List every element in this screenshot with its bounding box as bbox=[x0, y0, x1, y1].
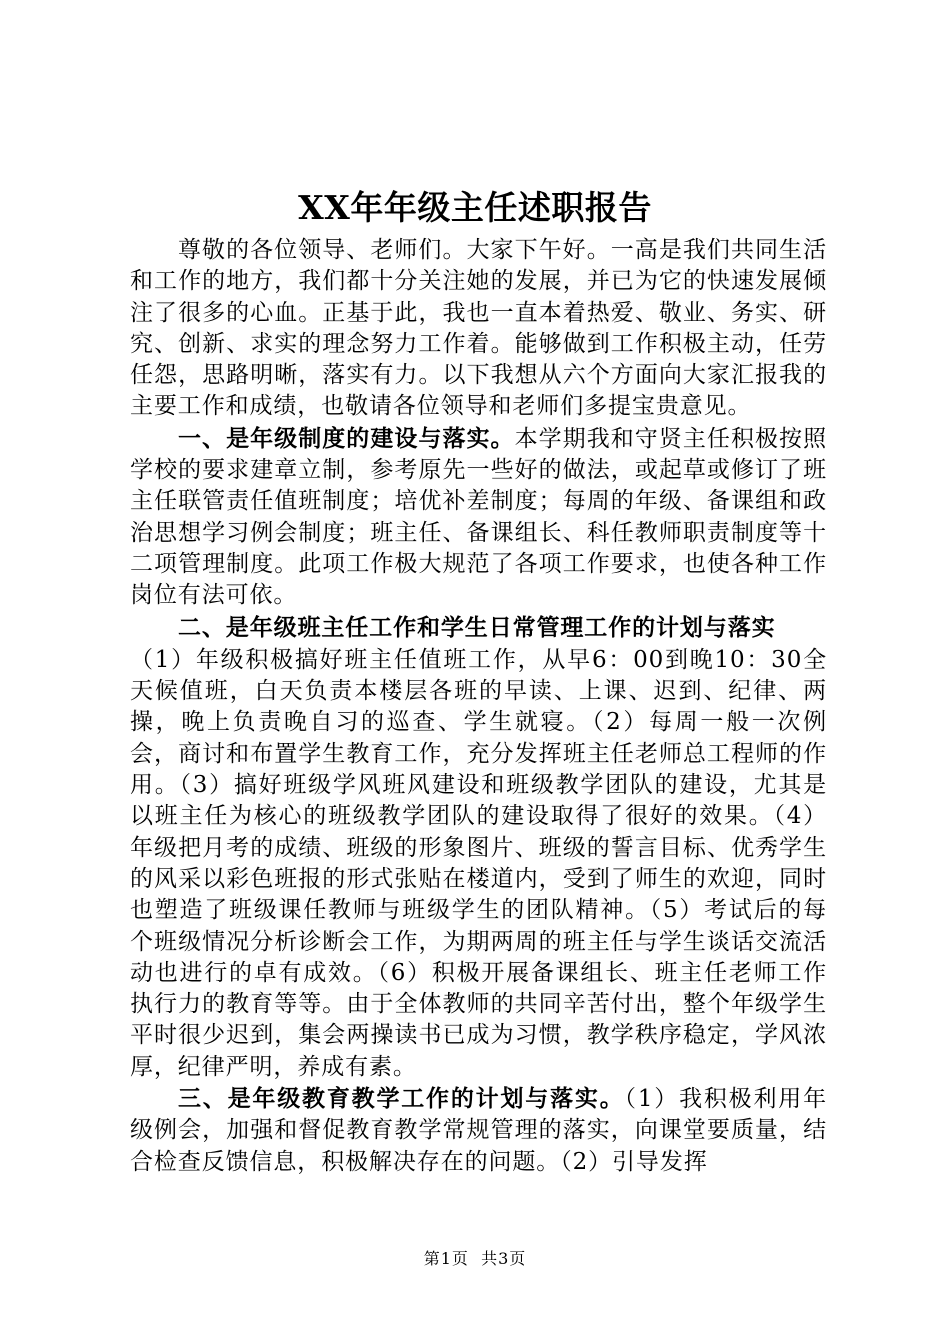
paragraph-text: 本学期我和守贤主任积极按照学校的要求建章立制，参考原先一些好的做法，或起草或修订了班主任联管责任值班制度；培优补差制度；每周的年级、备课组和政治思想学习例会制度；班主任、备课组长、科任教师职责制度等十二项管理制度。此项工作极大规范了各项工作要求，也使各种工作岗位有法可依。 bbox=[130, 425, 827, 609]
section-2-heading: 二、是年级班主任工作和学生日常管理工作的计划与落实 bbox=[178, 613, 776, 641]
paragraph-text: （1）我积极利用年级例会，加强和督促教育教学常规管理的落实，向课堂要质量，结合检查反馈信息，积极解决存在的问题。（2）引导发挥 bbox=[130, 1086, 827, 1175]
document-body bbox=[130, 234, 827, 1178]
paragraph-section-2-body bbox=[130, 644, 827, 1083]
page-footer bbox=[0, 1248, 950, 1270]
document-title: XX年年级主任述职报告 bbox=[298, 188, 652, 227]
paragraph-section-3 bbox=[130, 1083, 827, 1178]
paragraph-text: 尊敬的各位领导、老师们。大家下午好。一高是我们共同生活和工作的地方，我们都十分关注她的发展，并已为它的快速发展倾注了很多的心血。正基于此，我也一直本着热爱、敬业、务实、研究、创新、求实的理念努力工作着。能够做到工作积极主动，任劳任怨，思路明晰，落实有力。以下我想从六个方面向大家汇报我的主要工作和成绩，也敬请各位领导和老师们多提宝贵意见。 bbox=[130, 237, 827, 420]
page-number: 第1页 共3页 bbox=[423, 1249, 527, 1268]
section-3-heading: 三、是年级教育教学工作的计划与落实。 bbox=[178, 1085, 625, 1113]
paragraph-text: （1）年级积极搞好班主任值班工作，从早6：00到晚10：30全天候值班，白天负责本楼层各班的早读、上课、迟到、纪律、两操，晚上负责晚自习的巡查、学生就寝。（2）每周一般一次例会，商讨和布置学生教育工作，充分发挥班主任老师总工程师的作用。（3）搞好班级学风班风建设和班级教学团队的建设，尤其是以班主任为核心的班级教学团队的建设取得了很好的效果。（4）年级把月考的成绩、班级的形象图片、班级的誓言目标、优秀学生的风采以彩色班报的形式张贴在楼道内，受到了师生的欢迎，同时也塑造了班级课任教师与班级学生的团队精神。（5）考试后的每个班级情况分析诊断会工作，为期两周的班主任与学生谈话交流活动也进行的卓有成效。（6）积极开展备课组长、班主任老师工作执行力的教育等等。由于全体教师的共同辛苦付出，整个年级学生平时很少迟到，集会两操读书已成为习惯，教学秩序稳定，学风浓厚，纪律严明，养成有素。 bbox=[130, 646, 827, 1080]
section-1-heading: 一、是年级制度的建设与落实。 bbox=[178, 424, 515, 452]
paragraph-section-2-heading bbox=[130, 612, 827, 644]
paragraph-section-1 bbox=[130, 423, 827, 612]
paragraph-intro bbox=[130, 234, 827, 423]
